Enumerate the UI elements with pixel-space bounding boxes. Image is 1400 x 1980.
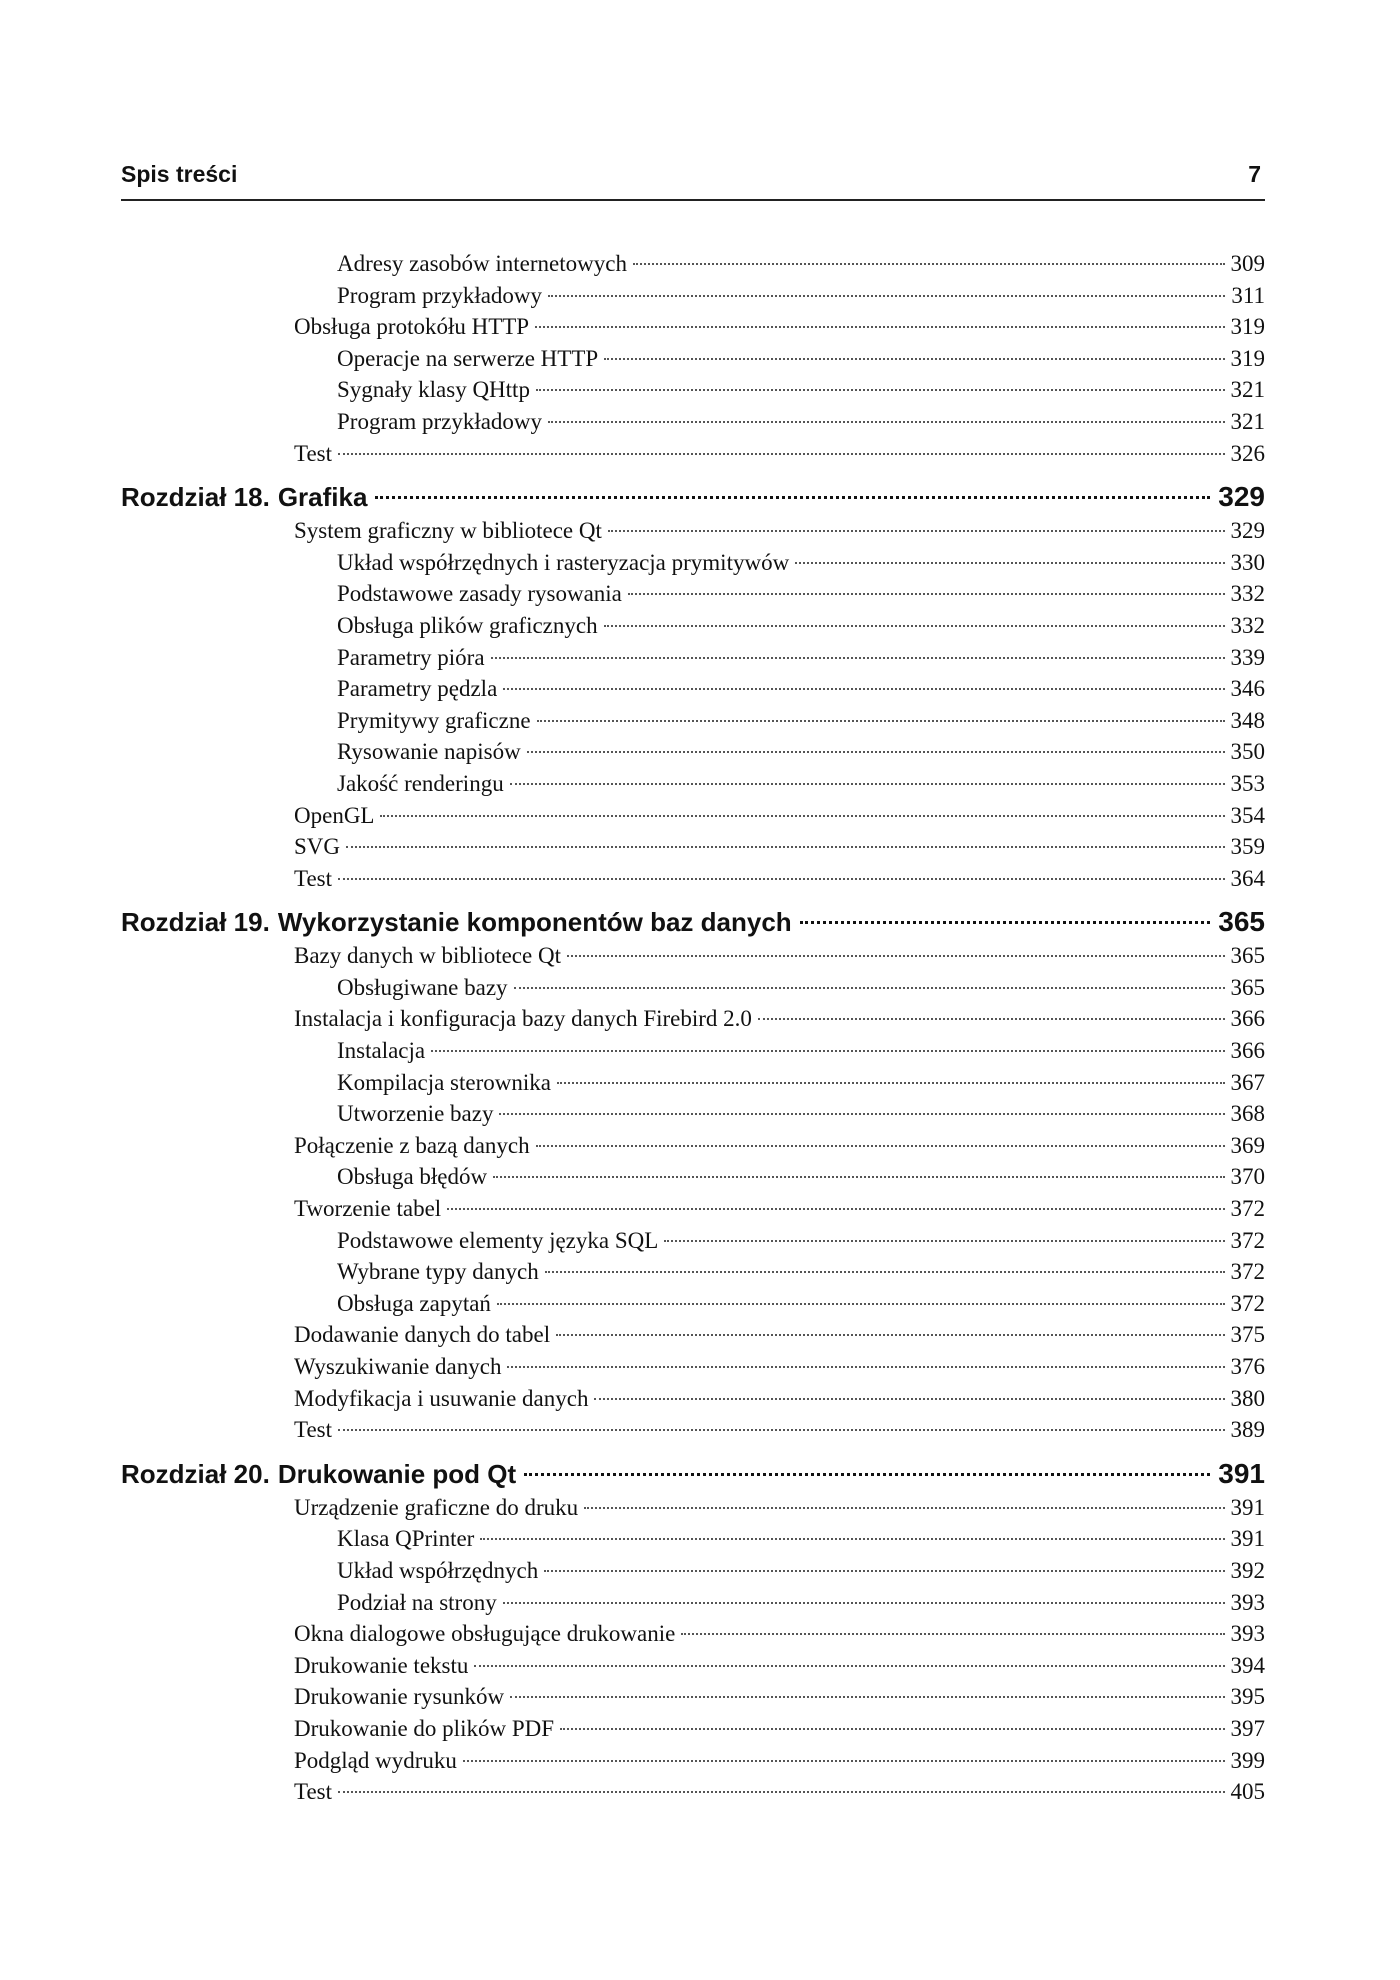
dot-leader xyxy=(681,1632,1224,1635)
entry-title: Podgląd wydruku xyxy=(294,1747,457,1773)
entry-title: Bazy danych w bibliotece Qt xyxy=(294,943,561,969)
dot-leader xyxy=(628,592,1225,595)
entry-page-number: 365 xyxy=(1230,943,1265,969)
entry-title: Modyfikacja i usuwanie danych xyxy=(294,1385,589,1411)
dot-leader xyxy=(474,1664,1224,1667)
dot-leader xyxy=(480,1537,1224,1540)
entry-title: Obsługa plików graficznych xyxy=(337,612,598,638)
entry-title: Okna dialogowe obsługujące drukowanie xyxy=(294,1621,676,1647)
toc-subsection-entry xyxy=(121,1161,1265,1193)
toc-subsection-entry xyxy=(121,1523,1265,1555)
toc-subsection-entry xyxy=(121,1035,1265,1067)
entry-page-number: 392 xyxy=(1230,1557,1265,1583)
chapter-number: Rozdział 19. xyxy=(121,907,270,938)
entry-page-number: 393 xyxy=(1230,1589,1265,1615)
entry-title: Podział na strony xyxy=(337,1589,497,1615)
toc-subsection-entry xyxy=(121,1288,1265,1320)
dot-leader xyxy=(491,656,1225,659)
entry-page-number: 397 xyxy=(1230,1715,1265,1741)
entry-page-number: 309 xyxy=(1230,251,1265,276)
dot-leader xyxy=(503,687,1224,690)
dot-leader xyxy=(535,325,1224,328)
toc-subsection-entry xyxy=(121,610,1265,642)
dot-leader xyxy=(604,624,1225,627)
dot-leader xyxy=(507,1365,1224,1368)
dot-leader xyxy=(545,1270,1225,1273)
chapter-number: Rozdział 20. xyxy=(121,1458,270,1489)
entry-page-number: 372 xyxy=(1230,1290,1265,1316)
dot-leader xyxy=(800,920,1211,924)
dot-leader xyxy=(503,1601,1225,1604)
toc-subsection-entry xyxy=(121,343,1265,375)
toc-section-entry xyxy=(121,1745,1265,1777)
entry-title: Sygnały klasy QHttp xyxy=(337,377,530,403)
dot-leader xyxy=(527,750,1225,753)
toc-subsection-entry xyxy=(121,1256,1265,1288)
entry-page-number: 329 xyxy=(1218,481,1265,513)
entry-page-number: 380 xyxy=(1230,1385,1265,1411)
dot-leader xyxy=(499,1112,1224,1115)
dot-leader xyxy=(594,1397,1224,1400)
toc-subsection-entry xyxy=(121,642,1265,674)
dot-leader xyxy=(338,1790,1225,1793)
dot-leader xyxy=(493,1175,1224,1178)
dot-leader xyxy=(537,719,1225,722)
toc-section-entry xyxy=(121,1681,1265,1713)
entry-page-number: 353 xyxy=(1230,770,1265,796)
dot-leader xyxy=(544,1569,1224,1572)
entry-title: Prymitywy graficzne xyxy=(337,707,531,733)
dot-leader xyxy=(604,357,1224,360)
entry-page-number: 365 xyxy=(1230,974,1265,1000)
entry-page-number: 319 xyxy=(1230,345,1265,371)
entry-title: Układ współrzędnych i rasteryzacja prymitywów xyxy=(337,549,790,575)
dot-leader xyxy=(556,1333,1224,1336)
dot-leader xyxy=(664,1239,1224,1242)
toc-section-entry xyxy=(121,831,1265,863)
entry-title: Podstawowe elementy języka SQL xyxy=(337,1227,659,1253)
dot-leader xyxy=(584,1506,1224,1509)
entry-title: Program przykładowy xyxy=(337,408,543,434)
dot-leader xyxy=(380,814,1224,817)
toc-section-entry xyxy=(121,1319,1265,1351)
toc-subsection-entry xyxy=(121,736,1265,768)
toc-section-entry xyxy=(121,1492,1265,1524)
dot-leader xyxy=(548,294,1225,297)
dot-leader xyxy=(548,420,1224,423)
entry-title: Test xyxy=(294,440,332,466)
entry-page-number: 348 xyxy=(1230,707,1265,733)
entry-page-number: 391 xyxy=(1230,1494,1265,1520)
entry-title: Obsługiwane bazy xyxy=(337,974,508,1000)
entry-title: Drukowanie tekstu xyxy=(294,1652,469,1678)
entry-page-number: 365 xyxy=(1218,906,1265,938)
dot-leader xyxy=(510,1695,1224,1698)
entry-page-number: 366 xyxy=(1230,1038,1265,1064)
toc-section-entry xyxy=(121,1618,1265,1650)
toc-section-entry xyxy=(121,1383,1265,1415)
toc-subsection-entry xyxy=(121,248,1265,280)
entry-title: Test xyxy=(294,1417,332,1443)
toc-section-entry xyxy=(121,311,1265,343)
chapter-number: Rozdział 18. xyxy=(121,482,270,513)
entry-page-number: 370 xyxy=(1230,1164,1265,1190)
entry-page-number: 326 xyxy=(1230,440,1265,466)
toc-subsection-entry xyxy=(121,768,1265,800)
entry-page-number: 321 xyxy=(1230,408,1265,434)
entry-title: Drukowanie do plików PDF xyxy=(294,1715,555,1741)
chapter-title: Grafika xyxy=(277,482,368,513)
page-number: 7 xyxy=(1248,161,1261,187)
entry-page-number: 372 xyxy=(1230,1227,1265,1253)
entry-page-number: 399 xyxy=(1230,1747,1265,1773)
toc-subsection-entry xyxy=(121,1098,1265,1130)
dot-leader xyxy=(608,529,1225,532)
toc-subsection-entry xyxy=(121,972,1265,1004)
entry-page-number: 376 xyxy=(1230,1354,1265,1379)
entry-title: System graficzny w bibliotece Qt xyxy=(294,518,602,544)
dot-leader xyxy=(338,1428,1225,1431)
entry-page-number: 366 xyxy=(1230,1006,1265,1032)
toc-section-entry xyxy=(121,1003,1265,1035)
toc-subsection-entry xyxy=(121,1587,1265,1619)
dot-leader xyxy=(524,1472,1210,1476)
entry-page-number: 364 xyxy=(1230,865,1265,891)
toc-section-entry xyxy=(121,1713,1265,1745)
entry-title: Tworzenie tabel xyxy=(294,1196,442,1222)
entry-page-number: 332 xyxy=(1230,612,1265,638)
entry-title: Połączenie z bazą danych xyxy=(294,1132,530,1158)
toc-subsection-entry xyxy=(121,1067,1265,1099)
toc-section-entry xyxy=(121,515,1265,547)
entry-title: Obsługa zapytań xyxy=(337,1290,491,1316)
entry-title: Obsługa błędów xyxy=(337,1164,488,1190)
entry-page-number: 394 xyxy=(1230,1652,1265,1678)
entry-page-number: 332 xyxy=(1230,581,1265,607)
entry-title: Kompilacja sterownika xyxy=(337,1069,551,1095)
entry-title: Operacje na serwerze HTTP xyxy=(337,345,599,371)
dot-leader xyxy=(536,388,1225,391)
toc-subsection-entry xyxy=(121,547,1265,579)
entry-title: Test xyxy=(294,1779,332,1805)
entry-page-number: 319 xyxy=(1230,314,1265,340)
entry-title: Obsługa protokółu HTTP xyxy=(294,314,530,340)
entry-page-number: 346 xyxy=(1230,676,1265,702)
chapter-title: Wykorzystanie komponentów baz danych xyxy=(277,907,792,938)
toc-section-entry xyxy=(121,1776,1265,1808)
entry-page-number: 405 xyxy=(1230,1779,1265,1805)
dot-leader xyxy=(536,1144,1225,1147)
toc-subsection-entry xyxy=(121,578,1265,610)
toc-subsection-entry xyxy=(121,374,1265,406)
running-header-title: Spis treści xyxy=(121,161,238,187)
toc-section-entry xyxy=(121,1351,1265,1383)
toc-chapter-heading xyxy=(121,479,1265,515)
toc-subsection-entry xyxy=(121,705,1265,737)
entry-title: Jakość renderingu xyxy=(337,770,504,796)
entry-title: Parametry pędzla xyxy=(337,676,498,702)
entry-title: Wyszukiwanie danych xyxy=(294,1354,502,1379)
entry-page-number: 369 xyxy=(1230,1132,1265,1158)
toc-subsection-entry xyxy=(121,1225,1265,1257)
entry-title: Test xyxy=(294,865,332,891)
entry-title: Układ współrzędnych xyxy=(337,1557,539,1583)
entry-title: Adresy zasobów internetowych xyxy=(337,251,627,276)
toc-chapter-heading xyxy=(121,904,1265,940)
toc-chapter-heading xyxy=(121,1456,1265,1492)
dot-leader xyxy=(557,1081,1225,1084)
toc-section-entry xyxy=(121,940,1265,972)
entry-page-number: 367 xyxy=(1230,1069,1265,1095)
toc-section-entry xyxy=(121,1193,1265,1225)
entry-title: Rysowanie napisów xyxy=(337,739,521,765)
dot-leader xyxy=(497,1302,1225,1305)
entry-title: Parametry pióra xyxy=(337,644,485,670)
entry-title: Urządzenie graficzne do druku xyxy=(294,1494,579,1520)
toc-section-entry xyxy=(121,1414,1265,1446)
dot-leader xyxy=(795,561,1224,564)
entry-page-number: 372 xyxy=(1230,1259,1265,1285)
entry-title: Klasa QPrinter xyxy=(337,1526,475,1552)
entry-page-number: 329 xyxy=(1230,518,1265,544)
dot-leader xyxy=(346,845,1224,848)
entry-page-number: 339 xyxy=(1230,644,1265,670)
entry-page-number: 368 xyxy=(1230,1101,1265,1127)
entry-title: Program przykładowy xyxy=(337,282,543,308)
toc-subsection-entry xyxy=(121,1555,1265,1587)
entry-page-number: 321 xyxy=(1230,377,1265,403)
entry-page-number: 359 xyxy=(1230,834,1265,860)
toc-subsection-entry xyxy=(121,280,1265,312)
entry-page-number: 354 xyxy=(1230,802,1265,828)
dot-leader xyxy=(338,877,1225,880)
dot-leader xyxy=(633,262,1225,265)
toc-section-entry xyxy=(121,800,1265,832)
entry-title: Drukowanie rysunków xyxy=(294,1684,505,1710)
entry-page-number: 395 xyxy=(1230,1684,1265,1710)
toc-section-entry xyxy=(121,438,1265,470)
dot-leader xyxy=(510,782,1225,785)
toc-section-entry xyxy=(121,863,1265,895)
dot-leader xyxy=(338,452,1225,455)
toc-section-entry xyxy=(121,1650,1265,1682)
entry-title: OpenGL xyxy=(294,802,375,828)
entry-page-number: 375 xyxy=(1230,1322,1265,1348)
toc-subsection-entry xyxy=(121,673,1265,705)
entry-page-number: 393 xyxy=(1230,1621,1265,1647)
entry-title: SVG xyxy=(294,834,341,860)
entry-page-number: 391 xyxy=(1218,1457,1265,1489)
dot-leader xyxy=(560,1727,1224,1730)
entry-title: Instalacja xyxy=(337,1038,426,1064)
dot-leader xyxy=(758,1017,1225,1020)
entry-title: Podstawowe zasady rysowania xyxy=(337,581,622,607)
dot-leader xyxy=(447,1207,1224,1210)
dot-leader xyxy=(431,1049,1224,1052)
toc-section-entry xyxy=(121,1130,1265,1162)
entry-title: Utworzenie bazy xyxy=(337,1101,494,1127)
entry-page-number: 350 xyxy=(1230,739,1265,765)
dot-leader xyxy=(567,954,1225,957)
entry-page-number: 330 xyxy=(1230,549,1265,575)
table-of-contents xyxy=(121,248,1265,1808)
dot-leader xyxy=(463,1759,1225,1762)
running-header xyxy=(121,159,1265,201)
entry-page-number: 372 xyxy=(1230,1196,1265,1222)
entry-page-number: 391 xyxy=(1230,1526,1265,1552)
entry-page-number: 311 xyxy=(1231,282,1265,308)
toc-subsection-entry xyxy=(121,406,1265,438)
entry-page-number: 389 xyxy=(1230,1417,1265,1443)
entry-title: Instalacja i konfiguracja bazy danych Firebird 2.0 xyxy=(294,1006,752,1032)
entry-title: Dodawanie danych do tabel xyxy=(294,1322,551,1348)
dot-leader xyxy=(514,986,1225,989)
entry-title: Wybrane typy danych xyxy=(337,1259,539,1285)
dot-leader xyxy=(375,495,1210,499)
chapter-title: Drukowanie pod Qt xyxy=(277,1458,517,1489)
